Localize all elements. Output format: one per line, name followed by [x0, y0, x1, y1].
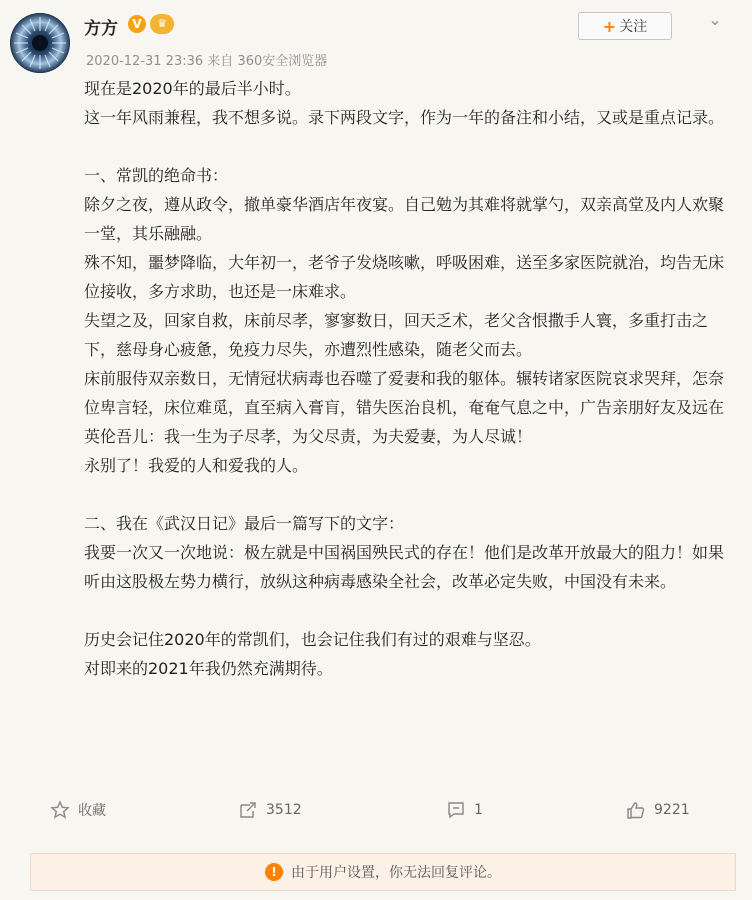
follow-button[interactable]: [578, 12, 672, 40]
post-paragraph: 床前服侍双亲数日，无情冠状病毒也吞噬了爱妻和我的躯体。辗转诸家医院哀求哭拜，怎奈位卑言轻，床位难觅，直至病入膏肓，错失医治良机，奄奄气息之中，广告亲朋好友及远在英伦吾儿：我一生为子尽孝，为父尽责，为夫爱妻，为人尽诚！: [84, 369, 725, 446]
post-timestamp[interactable]: 2020-12-31 23:36: [86, 54, 204, 69]
warning-icon: !: [265, 863, 283, 881]
post-source: 来自 360安全浏览器: [207, 54, 328, 69]
post-meta: [86, 50, 327, 69]
avatar[interactable]: [10, 13, 70, 73]
favorite-button[interactable]: [50, 800, 106, 820]
like-button[interactable]: [626, 800, 690, 820]
post-paragraph: 历史会记住2020年的常凯们，也会记住我们有过的艰难与坚忍。: [84, 630, 541, 649]
post-paragraph: 一、常凯的绝命书：: [84, 166, 229, 185]
comment-restriction-notice: [30, 853, 736, 891]
verified-badge-icon: V: [128, 15, 146, 33]
post-paragraph: 永别了！我爱的人和爱我的人。: [84, 456, 309, 475]
post-paragraph: 失望之及，回家自救，床前尽孝，寥寥数日，回天乏术，老父含恨撒手人寰，多重打击之下，慈母身心疲惫，免疫力尽失，亦遭烈性感染，随老父而去。: [84, 311, 709, 359]
comment-button[interactable]: [446, 800, 483, 820]
favorite-label: 收藏: [78, 803, 106, 819]
follow-label: 关注: [619, 19, 648, 35]
like-count: 9221: [654, 802, 690, 818]
repost-count: 3512: [266, 802, 302, 818]
star-icon: [50, 800, 70, 820]
post-paragraph: 对即来的2021年我仍然充满期待。: [84, 659, 333, 678]
thumbs-up-icon: [626, 800, 646, 820]
post-paragraph: 二、我在《武汉日记》最后一篇写下的文字：: [84, 514, 405, 533]
paragraph-spacer: [84, 132, 724, 161]
chevron-down-icon[interactable]: ⌄: [708, 10, 722, 29]
post-paragraph: 殊不知，噩梦降临，大年初一，老爷子发烧咳嗽，呼吸困难，送至多家医院就治，均告无床位接收，多方求助，也还是一床难求。: [84, 253, 725, 301]
comment-icon: [446, 800, 466, 820]
comment-count: 1: [474, 802, 483, 818]
paragraph-spacer: [84, 480, 724, 509]
post-paragraph: 现在是2020年的最后半小时。: [84, 79, 301, 98]
post-content: [84, 74, 724, 683]
plus-icon: +: [602, 16, 617, 36]
repost-button[interactable]: [238, 800, 302, 820]
post-paragraph: 我要一次又一次地说：极左就是中国祸国殃民式的存在！他们是改革开放最大的阻力！如果听由这股极左势力横行，放纵这种病毒感染全社会，改革必定失败，中国没有未来。: [84, 543, 725, 591]
post-paragraph: 除夕之夜，遵从政令，撤单豪华酒店年夜宴。自己勉为其难将就掌勺，双亲高堂及内人欢聚一堂，其乐融融。: [84, 195, 725, 243]
username[interactable]: 方方: [84, 19, 118, 39]
avatar-image: [10, 13, 70, 73]
paragraph-spacer: [84, 596, 724, 625]
post-paragraph: 这一年风雨兼程，我不想多说。录下两段文字，作为一年的备注和小结，又或是重点记录。: [84, 108, 725, 127]
notice-text: 由于用户设置，你无法回复评论。: [291, 865, 501, 881]
repost-icon: [238, 800, 258, 820]
vip-crown-icon: ♛: [150, 14, 174, 34]
